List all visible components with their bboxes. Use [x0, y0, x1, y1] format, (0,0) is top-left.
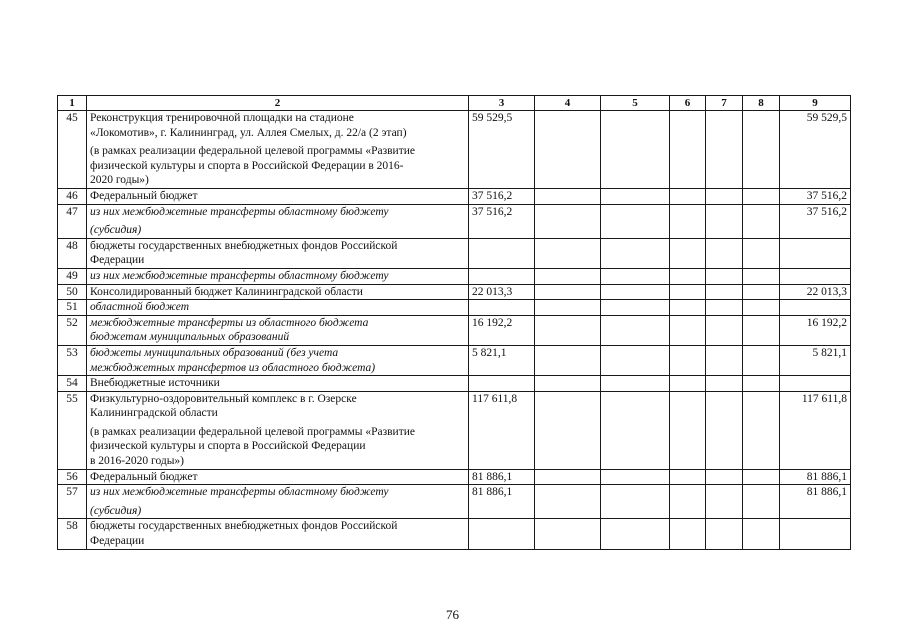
cell-col-5 — [601, 376, 670, 392]
cell-col-3: 16 192,2 — [469, 315, 535, 345]
row-number: 49 — [58, 268, 87, 284]
row-number: 53 — [58, 345, 87, 375]
cell-col-8 — [743, 469, 780, 485]
header-col-3: 3 — [469, 96, 535, 111]
cell-col-6 — [670, 268, 706, 284]
cell-col-7 — [706, 315, 743, 345]
description-line: из них межбюджетные трансферты областному бюджету — [90, 269, 389, 282]
table-row — [58, 111, 851, 189]
cell-col-9: 59 529,5 — [780, 111, 851, 189]
cell-col-8 — [743, 345, 780, 375]
row-number: 54 — [58, 376, 87, 392]
row-description — [87, 284, 469, 300]
cell-col-6 — [670, 315, 706, 345]
description-line: бюджеты государственных внебюджетных фондов Российской — [90, 239, 398, 252]
cell-col-9: 5 821,1 — [780, 345, 851, 375]
description-line: (в рамках реализации федеральной целевой программы «Развитие — [90, 425, 415, 438]
cell-col-9: 81 886,1 — [780, 469, 851, 485]
row-description — [87, 111, 469, 189]
cell-col-4 — [535, 268, 601, 284]
table-row — [58, 188, 851, 204]
cell-col-9 — [780, 268, 851, 284]
cell-col-8 — [743, 188, 780, 204]
cell-col-7 — [706, 345, 743, 375]
cell-col-3: 117 611,8 — [469, 391, 535, 469]
description-line: Федерации — [90, 254, 145, 267]
description-line: Реконструкция тренировочной площадки на стадионе — [90, 112, 354, 124]
cell-col-4 — [535, 376, 601, 392]
cell-col-8 — [743, 268, 780, 284]
description-line: областной бюджет — [90, 301, 190, 314]
table-row — [58, 376, 851, 392]
cell-col-8 — [743, 300, 780, 316]
table-row — [58, 345, 851, 375]
row-description — [87, 238, 469, 268]
cell-col-7 — [706, 391, 743, 469]
table-row — [58, 268, 851, 284]
cell-col-6 — [670, 391, 706, 469]
row-number: 48 — [58, 238, 87, 268]
cell-col-3: 81 886,1 — [469, 485, 535, 519]
cell-col-8 — [743, 485, 780, 519]
cell-col-9: 16 192,2 — [780, 315, 851, 345]
cell-col-4 — [535, 391, 601, 469]
cell-col-9: 117 611,8 — [780, 391, 851, 469]
cell-col-3 — [469, 519, 535, 549]
cell-col-8 — [743, 315, 780, 345]
cell-col-5 — [601, 345, 670, 375]
cell-col-7 — [706, 188, 743, 204]
description-line: (в рамках реализации федеральной целевой программы «Развитие — [90, 145, 415, 158]
row-number: 50 — [58, 284, 87, 300]
row-description — [87, 315, 469, 345]
description-line: Федерации — [90, 535, 145, 548]
cell-col-6 — [670, 284, 706, 300]
cell-col-6 — [670, 204, 706, 238]
cell-col-7 — [706, 204, 743, 238]
cell-col-8 — [743, 391, 780, 469]
cell-col-5 — [601, 284, 670, 300]
table-row — [58, 284, 851, 300]
row-number: 58 — [58, 519, 87, 549]
description-line: бюджетам муниципальных образований — [90, 331, 290, 344]
cell-col-9 — [780, 300, 851, 316]
table-row — [58, 204, 851, 238]
row-description — [87, 376, 469, 392]
header-row — [58, 96, 851, 111]
cell-col-7 — [706, 268, 743, 284]
cell-col-9 — [780, 376, 851, 392]
description-line: межбюджетных трансфертов из областного бюджета) — [90, 361, 376, 374]
cell-col-6 — [670, 300, 706, 316]
cell-col-7 — [706, 376, 743, 392]
cell-col-8 — [743, 238, 780, 268]
description-line: из них межбюджетные трансферты областному бюджету — [90, 205, 389, 218]
row-description — [87, 391, 469, 469]
cell-col-6 — [670, 519, 706, 549]
cell-col-4 — [535, 469, 601, 485]
table-row — [58, 469, 851, 485]
description-line: Внебюджетные источники — [90, 377, 220, 390]
cell-col-3: 59 529,5 — [469, 111, 535, 189]
cell-col-8 — [743, 111, 780, 189]
cell-col-8 — [743, 284, 780, 300]
row-description — [87, 519, 469, 549]
cell-col-5 — [601, 485, 670, 519]
cell-col-3: 81 886,1 — [469, 469, 535, 485]
cell-col-4 — [535, 284, 601, 300]
cell-col-3 — [469, 376, 535, 392]
cell-col-6 — [670, 376, 706, 392]
header-col-2: 2 — [87, 96, 469, 111]
cell-col-4 — [535, 188, 601, 204]
cell-col-7 — [706, 111, 743, 189]
row-number: 51 — [58, 300, 87, 316]
cell-col-5 — [601, 469, 670, 485]
description-line: в 2016-2020 годы») — [90, 455, 185, 468]
header-col-7: 7 — [706, 96, 743, 111]
cell-col-3 — [469, 238, 535, 268]
cell-col-5 — [601, 391, 670, 469]
table-row — [58, 300, 851, 316]
row-description — [87, 204, 469, 238]
description-line: Консолидированный бюджет Калининградской области — [90, 285, 363, 298]
description-line: бюджеты муниципальных образований (без учета — [90, 346, 339, 359]
cell-col-5 — [601, 188, 670, 204]
header-col-1: 1 — [58, 96, 87, 111]
cell-col-8 — [743, 519, 780, 549]
cell-col-9: 37 516,2 — [780, 188, 851, 204]
row-number: 56 — [58, 469, 87, 485]
row-description — [87, 188, 469, 204]
cell-col-4 — [535, 111, 601, 189]
row-description — [87, 268, 469, 284]
row-number: 52 — [58, 315, 87, 345]
description-line: «Локомотив», г. Калининград, ул. Аллея Смелых, д. 22/а (2 этап) — [90, 126, 407, 139]
cell-col-5 — [601, 300, 670, 316]
description-line: Федеральный бюджет — [90, 189, 198, 202]
cell-col-6 — [670, 469, 706, 485]
cell-col-8 — [743, 204, 780, 238]
header-col-8: 8 — [743, 96, 780, 111]
cell-col-4 — [535, 204, 601, 238]
table-row — [58, 238, 851, 268]
budget-table — [57, 95, 851, 550]
cell-col-9 — [780, 238, 851, 268]
description-line: Калининградской области — [90, 407, 218, 420]
description-line: Федеральный бюджет — [90, 470, 198, 483]
row-description — [87, 485, 469, 519]
row-number: 47 — [58, 204, 87, 238]
cell-col-5 — [601, 204, 670, 238]
row-number: 45 — [58, 111, 87, 189]
row-description — [87, 469, 469, 485]
cell-col-4 — [535, 315, 601, 345]
cell-col-3: 22 013,3 — [469, 284, 535, 300]
cell-col-5 — [601, 268, 670, 284]
cell-col-6 — [670, 345, 706, 375]
description-line: (субсидия) — [90, 504, 142, 517]
table-row — [58, 485, 851, 519]
cell-col-3: 37 516,2 — [469, 204, 535, 238]
row-number: 46 — [58, 188, 87, 204]
row-description — [87, 300, 469, 316]
cell-col-6 — [670, 111, 706, 189]
cell-col-7 — [706, 238, 743, 268]
cell-col-6 — [670, 188, 706, 204]
header-col-4: 4 — [535, 96, 601, 111]
cell-col-7 — [706, 519, 743, 549]
table-row — [58, 391, 851, 469]
description-line: бюджеты государственных внебюджетных фондов Российской — [90, 520, 398, 533]
cell-col-9: 22 013,3 — [780, 284, 851, 300]
cell-col-4 — [535, 519, 601, 549]
cell-col-9: 81 886,1 — [780, 485, 851, 519]
cell-col-5 — [601, 111, 670, 189]
cell-col-6 — [670, 485, 706, 519]
cell-col-3: 37 516,2 — [469, 188, 535, 204]
cell-col-6 — [670, 238, 706, 268]
description-line: Физкультурно-оздоровительный комплекс в г. Озерске — [90, 392, 357, 405]
cell-col-9: 37 516,2 — [780, 204, 851, 238]
cell-col-4 — [535, 238, 601, 268]
cell-col-9 — [780, 519, 851, 549]
cell-col-4 — [535, 345, 601, 375]
description-line: из них межбюджетные трансферты областному бюджету — [90, 486, 389, 499]
cell-col-8 — [743, 376, 780, 392]
header-col-5: 5 — [601, 96, 670, 111]
cell-col-3 — [469, 300, 535, 316]
cell-col-3 — [469, 268, 535, 284]
cell-col-7 — [706, 284, 743, 300]
row-number: 55 — [58, 391, 87, 469]
page-number: 76 — [446, 607, 459, 622]
cell-col-7 — [706, 469, 743, 485]
table-row — [58, 519, 851, 549]
cell-col-5 — [601, 315, 670, 345]
description-line: физической культуры и спорта в Российской Федерации в 2016- — [90, 159, 404, 172]
row-description — [87, 345, 469, 375]
cell-col-7 — [706, 300, 743, 316]
table-body — [58, 111, 851, 550]
table-row — [58, 315, 851, 345]
cell-col-3: 5 821,1 — [469, 345, 535, 375]
header-col-6: 6 — [670, 96, 706, 111]
cell-col-4 — [535, 300, 601, 316]
cell-col-5 — [601, 519, 670, 549]
description-line: 2020 годы») — [90, 174, 149, 187]
description-line: физической культуры и спорта в Российской Федерации — [90, 440, 366, 453]
row-number: 57 — [58, 485, 87, 519]
cell-col-7 — [706, 485, 743, 519]
description-line: (субсидия) — [90, 224, 142, 237]
cell-col-4 — [535, 485, 601, 519]
cell-col-5 — [601, 238, 670, 268]
description-line: межбюджетные трансферты из областного бюджета — [90, 316, 369, 329]
header-col-9: 9 — [780, 96, 851, 111]
